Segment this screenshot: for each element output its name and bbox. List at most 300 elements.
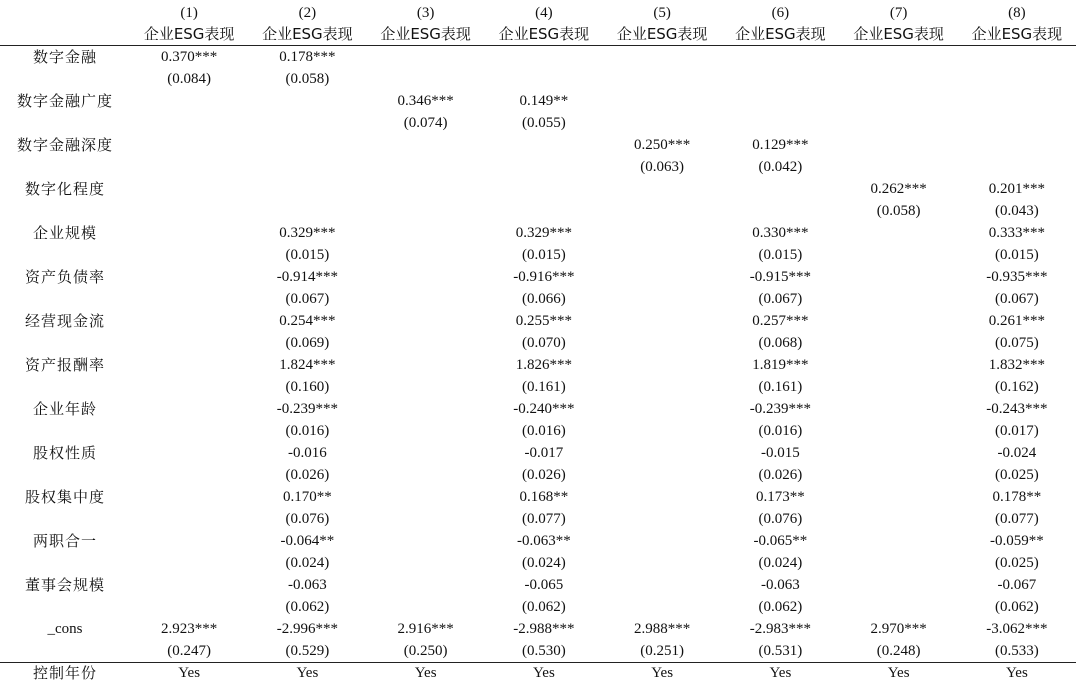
regression-table bbox=[0, 4, 1076, 683]
coefficient-cell bbox=[485, 46, 603, 69]
standard-error-cell: (0.062) bbox=[995, 599, 1039, 615]
standard-error-cell bbox=[840, 508, 958, 530]
standard-error-cell: (0.162) bbox=[995, 379, 1039, 395]
coefficient-cell: 0.129*** bbox=[752, 137, 809, 153]
table-row-standard-error bbox=[0, 156, 1076, 178]
coefficient-cell: -2.988*** bbox=[513, 621, 575, 637]
table-row-standard-error bbox=[0, 464, 1076, 486]
control-value-cell: Yes bbox=[532, 665, 555, 681]
coefficient-cell bbox=[840, 398, 958, 420]
table-row-coefficient bbox=[0, 354, 1076, 376]
variable-label: 两职合一 bbox=[32, 532, 97, 550]
standard-error-cell bbox=[603, 200, 721, 222]
coefficient-cell bbox=[840, 222, 958, 244]
coefficient-cell: 0.168** bbox=[519, 489, 569, 505]
standard-error-cell: (0.042) bbox=[758, 159, 803, 175]
coefficient-cell bbox=[603, 442, 721, 464]
standard-error-cell bbox=[130, 552, 248, 574]
standard-error-cell: (0.247) bbox=[130, 640, 248, 663]
coefficient-cell bbox=[130, 574, 248, 596]
control-value-cell: Yes bbox=[296, 665, 319, 681]
column-number: (2) bbox=[298, 5, 317, 21]
coefficient-cell bbox=[603, 398, 721, 420]
standard-error-cell bbox=[130, 420, 248, 442]
coefficient-cell: 0.261*** bbox=[988, 313, 1045, 329]
coefficient-cell: 0.178*** bbox=[279, 49, 336, 65]
dependent-variable-label: 企业ESG表现 bbox=[367, 23, 485, 46]
table-row-standard-error bbox=[0, 376, 1076, 398]
standard-error-cell: (0.024) bbox=[285, 555, 330, 571]
standard-error-cell: (0.017) bbox=[995, 423, 1039, 439]
variable-label: 数字化程度 bbox=[24, 180, 105, 198]
standard-error-cell: (0.058) bbox=[285, 71, 330, 87]
coefficient-cell bbox=[367, 46, 485, 69]
coefficient-cell: -0.059** bbox=[990, 533, 1044, 549]
standard-error-cell bbox=[130, 244, 248, 266]
dependent-variable-label: 企业ESG表现 bbox=[840, 23, 958, 46]
standard-error-cell bbox=[367, 200, 485, 222]
coefficient-cell bbox=[367, 442, 485, 464]
standard-error-cell: (0.076) bbox=[285, 511, 330, 527]
control-value-cell: Yes bbox=[178, 665, 201, 681]
standard-error-cell: (0.015) bbox=[522, 247, 566, 263]
standard-error-cell: (0.251) bbox=[603, 640, 721, 663]
standard-error-cell: (0.066) bbox=[522, 291, 566, 307]
coefficient-cell bbox=[367, 266, 485, 288]
table-row-standard-error bbox=[0, 288, 1076, 310]
coefficient-cell: 0.329*** bbox=[515, 225, 572, 241]
variable-label: 数字金融深度 bbox=[16, 136, 113, 154]
coefficient-cell: 0.250*** bbox=[634, 137, 691, 153]
standard-error-cell bbox=[721, 112, 839, 134]
standard-error-cell bbox=[840, 420, 958, 442]
coefficient-cell: 2.916*** bbox=[397, 621, 454, 637]
variable-label: 资产负债率 bbox=[24, 268, 105, 286]
standard-error-cell bbox=[367, 288, 485, 310]
coefficient-cell bbox=[840, 134, 958, 156]
coefficient-cell: -0.239*** bbox=[276, 401, 338, 417]
standard-error-cell: (0.055) bbox=[522, 115, 566, 131]
standard-error-cell: (0.016) bbox=[758, 423, 803, 439]
standard-error-cell: (0.025) bbox=[995, 555, 1039, 571]
table-row-standard-error bbox=[0, 552, 1076, 574]
coefficient-cell: -0.240*** bbox=[513, 401, 575, 417]
coefficient-cell bbox=[603, 222, 721, 244]
standard-error-cell bbox=[840, 376, 958, 398]
standard-error-cell: (0.062) bbox=[522, 599, 566, 615]
coefficient-cell: -3.062*** bbox=[986, 621, 1048, 637]
coefficient-cell bbox=[367, 310, 485, 332]
coefficient-cell: 2.970*** bbox=[870, 621, 927, 637]
standard-error-cell: (0.067) bbox=[758, 291, 803, 307]
coefficient-cell: -0.065** bbox=[753, 533, 808, 549]
standard-error-cell: (0.075) bbox=[995, 335, 1039, 351]
standard-error-cell: (0.062) bbox=[285, 599, 330, 615]
coefficient-cell bbox=[840, 530, 958, 552]
standard-error-cell bbox=[130, 376, 248, 398]
standard-error-cell bbox=[603, 288, 721, 310]
table-row-coefficient bbox=[0, 530, 1076, 552]
table-row-coefficient bbox=[0, 222, 1076, 244]
coefficient-cell: 0.257*** bbox=[752, 313, 809, 329]
coefficient-cell: 0.330*** bbox=[752, 225, 809, 241]
blank-label-cell bbox=[0, 244, 130, 266]
control-value-cell: Yes bbox=[651, 665, 674, 681]
coefficient-cell bbox=[840, 354, 958, 376]
coefficient-cell: -0.914*** bbox=[276, 269, 338, 285]
variable-label: 资产报酬率 bbox=[24, 356, 105, 374]
coefficient-cell: -0.016 bbox=[288, 445, 327, 461]
coefficient-cell bbox=[840, 574, 958, 596]
coefficient-cell: 0.255*** bbox=[515, 313, 572, 329]
coefficient-cell bbox=[130, 354, 248, 376]
coefficient-cell bbox=[840, 266, 958, 288]
blank-label-cell bbox=[0, 332, 130, 354]
coefficient-cell: -0.063 bbox=[288, 577, 327, 593]
standard-error-cell bbox=[840, 156, 958, 178]
coefficient-cell: -0.065 bbox=[524, 577, 564, 593]
column-number: (5) bbox=[653, 5, 671, 21]
coefficient-cell bbox=[603, 354, 721, 376]
blank-label-cell bbox=[0, 596, 130, 618]
dependent-variable-label: 企业ESG表现 bbox=[603, 23, 721, 46]
standard-error-cell bbox=[130, 508, 248, 530]
blank-label-cell bbox=[0, 156, 130, 178]
coefficient-cell: 0.173** bbox=[756, 489, 805, 505]
dependent-variable-label: 企业ESG表现 bbox=[958, 23, 1076, 46]
standard-error-cell: (0.015) bbox=[758, 247, 803, 263]
coefficient-cell: 1.826*** bbox=[515, 357, 572, 373]
coefficient-cell: -0.064** bbox=[280, 533, 335, 549]
blank-label-cell bbox=[0, 288, 130, 310]
standard-error-cell: (0.062) bbox=[758, 599, 803, 615]
coefficient-cell: -2.996*** bbox=[276, 621, 338, 637]
coefficient-cell bbox=[958, 46, 1076, 69]
table-row-coefficient bbox=[0, 574, 1076, 596]
coefficient-cell: -0.024 bbox=[997, 445, 1037, 461]
standard-error-cell: (0.067) bbox=[995, 291, 1039, 307]
variable-label: 数字金融 bbox=[32, 48, 97, 66]
standard-error-cell bbox=[840, 596, 958, 618]
column-number: (4) bbox=[535, 5, 553, 21]
standard-error-cell bbox=[367, 464, 485, 486]
table-row-standard-error bbox=[0, 640, 1076, 663]
coefficient-cell: 0.170** bbox=[283, 489, 332, 505]
standard-error-cell bbox=[248, 112, 366, 134]
coefficient-cell bbox=[603, 486, 721, 508]
coefficient-cell: 2.923*** bbox=[161, 621, 218, 637]
standard-error-cell: (0.531) bbox=[721, 640, 839, 663]
standard-error-cell bbox=[603, 464, 721, 486]
coefficient-cell bbox=[603, 90, 721, 112]
coefficient-cell bbox=[130, 310, 248, 332]
coefficient-cell bbox=[367, 398, 485, 420]
coefficient-cell: 0.262*** bbox=[870, 181, 927, 197]
table-row-coefficient bbox=[0, 46, 1076, 69]
table-row-standard-error bbox=[0, 68, 1076, 90]
coefficient-cell: -0.935*** bbox=[986, 269, 1048, 285]
standard-error-cell bbox=[603, 244, 721, 266]
table-row-standard-error bbox=[0, 596, 1076, 618]
standard-error-cell: (0.529) bbox=[248, 640, 366, 663]
coefficient-cell bbox=[367, 222, 485, 244]
table-row-coefficient bbox=[0, 442, 1076, 464]
coefficient-cell bbox=[130, 398, 248, 420]
coefficient-cell bbox=[603, 266, 721, 288]
standard-error-cell: (0.026) bbox=[285, 467, 330, 483]
standard-error-cell: (0.068) bbox=[758, 335, 803, 351]
standard-error-cell: (0.530) bbox=[485, 640, 603, 663]
coefficient-cell: 0.178** bbox=[992, 489, 1042, 505]
coefficient-cell: 0.149** bbox=[519, 93, 569, 109]
coefficient-cell bbox=[840, 486, 958, 508]
coefficient-cell bbox=[603, 310, 721, 332]
coefficient-cell bbox=[603, 530, 721, 552]
control-value-cell: Yes bbox=[414, 665, 437, 681]
variable-label: 企业年龄 bbox=[32, 400, 97, 418]
coefficient-cell bbox=[485, 134, 603, 156]
coefficient-cell: 0.329*** bbox=[279, 225, 336, 241]
header-corner bbox=[0, 23, 130, 46]
standard-error-cell bbox=[840, 68, 958, 90]
coefficient-cell bbox=[603, 46, 721, 69]
variable-label: 董事会规模 bbox=[24, 576, 105, 594]
standard-error-cell bbox=[603, 376, 721, 398]
standard-error-cell bbox=[367, 156, 485, 178]
coefficient-cell: -0.916*** bbox=[513, 269, 575, 285]
standard-error-cell bbox=[485, 68, 603, 90]
table-body bbox=[0, 46, 1076, 684]
coefficient-cell bbox=[248, 134, 366, 156]
coefficient-cell bbox=[130, 266, 248, 288]
standard-error-cell: (0.077) bbox=[995, 511, 1039, 527]
standard-error-cell bbox=[603, 420, 721, 442]
standard-error-cell bbox=[130, 200, 248, 222]
table-row-standard-error bbox=[0, 244, 1076, 266]
coefficient-cell: -0.239*** bbox=[749, 401, 811, 417]
coefficient-cell: -0.015 bbox=[761, 445, 800, 461]
coefficient-cell bbox=[603, 178, 721, 200]
coefficient-cell bbox=[958, 90, 1076, 112]
table-row-standard-error bbox=[0, 420, 1076, 442]
standard-error-cell: (0.074) bbox=[403, 115, 448, 131]
standard-error-cell bbox=[603, 508, 721, 530]
dependent-variable-label: 企业ESG表现 bbox=[485, 23, 603, 46]
standard-error-cell: (0.026) bbox=[758, 467, 803, 483]
control-label: 控制年份 bbox=[32, 664, 97, 682]
coefficient-cell: 0.254*** bbox=[279, 313, 336, 329]
standard-error-cell bbox=[840, 552, 958, 574]
standard-error-cell bbox=[130, 112, 248, 134]
standard-error-cell: (0.015) bbox=[285, 247, 330, 263]
standard-error-cell bbox=[603, 552, 721, 574]
standard-error-cell bbox=[367, 596, 485, 618]
standard-error-cell bbox=[485, 156, 603, 178]
coefficient-cell: -0.067 bbox=[997, 577, 1037, 593]
standard-error-cell bbox=[603, 112, 721, 134]
coefficient-cell bbox=[603, 574, 721, 596]
dependent-variable-row bbox=[0, 23, 1076, 46]
standard-error-cell: (0.025) bbox=[995, 467, 1039, 483]
standard-error-cell: (0.024) bbox=[758, 555, 803, 571]
coefficient-cell bbox=[367, 486, 485, 508]
blank-label-cell bbox=[0, 420, 130, 442]
coefficient-cell bbox=[840, 442, 958, 464]
coefficient-cell bbox=[958, 134, 1076, 156]
standard-error-cell bbox=[367, 508, 485, 530]
coefficient-cell bbox=[130, 442, 248, 464]
standard-error-cell: (0.016) bbox=[285, 423, 330, 439]
coefficient-cell bbox=[130, 222, 248, 244]
standard-error-cell bbox=[367, 244, 485, 266]
standard-error-cell bbox=[367, 376, 485, 398]
standard-error-cell bbox=[367, 332, 485, 354]
coefficient-cell bbox=[485, 178, 603, 200]
dependent-variable-label: 企业ESG表现 bbox=[248, 23, 366, 46]
coefficient-cell bbox=[248, 90, 366, 112]
variable-label: 企业规模 bbox=[32, 224, 97, 242]
standard-error-cell bbox=[840, 244, 958, 266]
standard-error-cell bbox=[367, 420, 485, 442]
column-number: (1) bbox=[180, 5, 198, 21]
coefficient-cell bbox=[367, 530, 485, 552]
standard-error-cell bbox=[721, 200, 839, 222]
standard-error-cell: (0.016) bbox=[522, 423, 566, 439]
table-row-standard-error bbox=[0, 508, 1076, 530]
variable-label: 经营现金流 bbox=[24, 312, 105, 330]
coefficient-cell: 1.832*** bbox=[988, 357, 1045, 373]
blank-label-cell bbox=[0, 640, 130, 663]
header-corner bbox=[0, 4, 130, 23]
standard-error-cell bbox=[130, 596, 248, 618]
blank-label-cell bbox=[0, 508, 130, 530]
variable-label: 数字金融广度 bbox=[16, 92, 113, 110]
coefficient-cell bbox=[721, 178, 839, 200]
table-row-coefficient bbox=[0, 310, 1076, 332]
standard-error-cell: (0.533) bbox=[958, 640, 1076, 663]
control-value-cell: Yes bbox=[887, 665, 910, 681]
coefficient-cell bbox=[721, 90, 839, 112]
standard-error-cell: (0.067) bbox=[285, 291, 330, 307]
table-row-coefficient bbox=[0, 618, 1076, 640]
variable-label: 股权性质 bbox=[32, 444, 97, 462]
column-number: (8) bbox=[1008, 5, 1026, 21]
standard-error-cell bbox=[603, 596, 721, 618]
table-row-coefficient bbox=[0, 134, 1076, 156]
standard-error-cell: (0.248) bbox=[840, 640, 958, 663]
standard-error-cell bbox=[130, 332, 248, 354]
standard-error-cell bbox=[485, 200, 603, 222]
coefficient-cell: -0.017 bbox=[524, 445, 564, 461]
standard-error-cell bbox=[840, 464, 958, 486]
standard-error-cell: (0.026) bbox=[522, 467, 566, 483]
coefficient-cell bbox=[840, 90, 958, 112]
coefficient-cell: 0.370*** bbox=[161, 49, 218, 65]
table-row-standard-error bbox=[0, 112, 1076, 134]
standard-error-cell bbox=[840, 112, 958, 134]
standard-error-cell: (0.058) bbox=[876, 203, 921, 219]
variable-label: 股权集中度 bbox=[24, 488, 105, 506]
coefficient-cell bbox=[367, 354, 485, 376]
coefficient-cell: -0.063 bbox=[761, 577, 800, 593]
coefficient-cell bbox=[130, 530, 248, 552]
standard-error-cell: (0.069) bbox=[285, 335, 330, 351]
coefficient-cell bbox=[130, 134, 248, 156]
table-row-coefficient bbox=[0, 486, 1076, 508]
standard-error-cell bbox=[840, 332, 958, 354]
control-year-row bbox=[0, 663, 1076, 684]
standard-error-cell: (0.250) bbox=[367, 640, 485, 663]
column-number: (6) bbox=[771, 5, 790, 21]
standard-error-cell bbox=[130, 464, 248, 486]
coefficient-cell bbox=[840, 46, 958, 69]
coefficient-cell bbox=[367, 134, 485, 156]
table-header bbox=[0, 4, 1076, 46]
table-row-coefficient bbox=[0, 266, 1076, 288]
table-row-standard-error bbox=[0, 332, 1076, 354]
column-number: (3) bbox=[416, 5, 435, 21]
blank-label-cell bbox=[0, 68, 130, 90]
standard-error-cell bbox=[603, 332, 721, 354]
coefficient-cell: -0.063** bbox=[517, 533, 571, 549]
dependent-variable-label: 企业ESG表现 bbox=[130, 23, 248, 46]
coefficient-cell: 2.988*** bbox=[634, 621, 691, 637]
coefficient-cell: 1.824*** bbox=[279, 357, 336, 373]
standard-error-cell: (0.043) bbox=[995, 203, 1039, 219]
column-number: (7) bbox=[889, 5, 908, 21]
coefficient-cell bbox=[367, 178, 485, 200]
standard-error-cell: (0.070) bbox=[522, 335, 566, 351]
standard-error-cell: (0.063) bbox=[640, 159, 684, 175]
column-number-row bbox=[0, 4, 1076, 23]
blank-label-cell bbox=[0, 112, 130, 134]
standard-error-cell bbox=[248, 156, 366, 178]
coefficient-cell: -2.983*** bbox=[749, 621, 811, 637]
coefficient-cell: -0.243*** bbox=[986, 401, 1048, 417]
standard-error-cell: (0.015) bbox=[995, 247, 1039, 263]
standard-error-cell bbox=[367, 552, 485, 574]
blank-label-cell bbox=[0, 464, 130, 486]
blank-label-cell bbox=[0, 376, 130, 398]
standard-error-cell: (0.024) bbox=[522, 555, 566, 571]
control-value-cell: Yes bbox=[769, 665, 792, 681]
coefficient-cell: 0.201*** bbox=[988, 181, 1045, 197]
standard-error-cell bbox=[603, 68, 721, 90]
standard-error-cell bbox=[958, 156, 1076, 178]
blank-label-cell bbox=[0, 552, 130, 574]
standard-error-cell bbox=[248, 200, 366, 222]
coefficient-cell bbox=[721, 46, 839, 69]
dependent-variable-label: 企业ESG表现 bbox=[721, 23, 839, 46]
coefficient-cell: 1.819*** bbox=[752, 357, 809, 373]
table-row-standard-error bbox=[0, 200, 1076, 222]
coefficient-cell: 0.346*** bbox=[397, 93, 454, 109]
standard-error-cell bbox=[130, 288, 248, 310]
coefficient-cell bbox=[130, 486, 248, 508]
table-row-coefficient bbox=[0, 178, 1076, 200]
standard-error-cell bbox=[958, 68, 1076, 90]
coefficient-cell: 0.333*** bbox=[988, 225, 1045, 241]
standard-error-cell: (0.084) bbox=[167, 71, 211, 87]
control-value-cell: Yes bbox=[1005, 665, 1028, 681]
standard-error-cell bbox=[958, 112, 1076, 134]
standard-error-cell: (0.161) bbox=[758, 379, 803, 395]
table-row-coefficient bbox=[0, 398, 1076, 420]
blank-label-cell bbox=[0, 200, 130, 222]
variable-label: _cons bbox=[47, 621, 83, 637]
coefficient-cell bbox=[840, 310, 958, 332]
coefficient-cell bbox=[130, 90, 248, 112]
